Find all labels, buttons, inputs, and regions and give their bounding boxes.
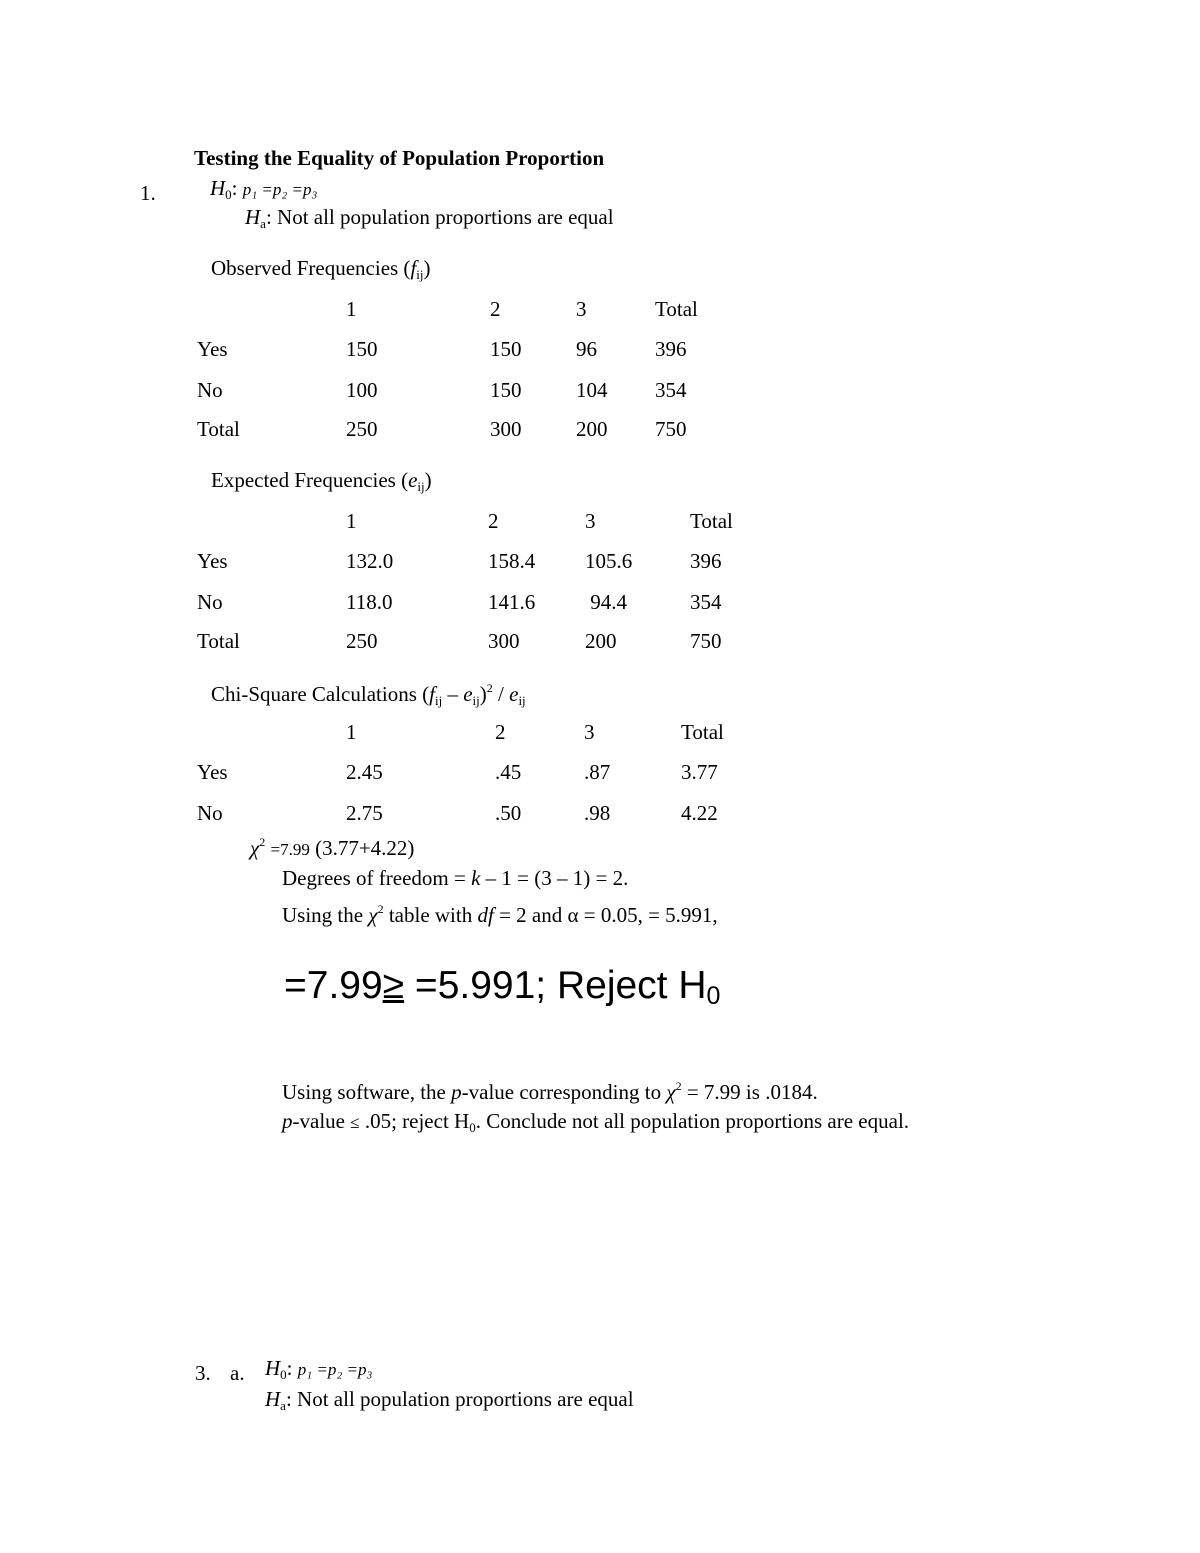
degrees-of-freedom bbox=[282, 868, 628, 889]
observed-cell: 150 bbox=[346, 337, 378, 361]
concl-text1: -value bbox=[292, 1109, 351, 1133]
dof-text: Degrees of freedom = bbox=[282, 866, 472, 890]
software-p: p bbox=[451, 1080, 462, 1104]
expected-col-header: 1 bbox=[346, 509, 357, 533]
ha-sub: a bbox=[260, 216, 266, 231]
table-rest: = 2 and α = 0.05, = 5.991, bbox=[493, 903, 718, 927]
conclusion bbox=[282, 1111, 909, 1134]
reject-mid: =5.991; Reject H bbox=[404, 964, 707, 1007]
observed-cell: 150 bbox=[490, 337, 522, 361]
observed-caption-sub: ij bbox=[416, 267, 424, 282]
chisq-cell: .50 bbox=[495, 801, 522, 825]
expected-cell: 94.4 bbox=[585, 590, 627, 614]
question-number-1: 1. bbox=[140, 181, 156, 205]
expected-cell: 750 bbox=[690, 629, 722, 653]
observed-cell: 96 bbox=[576, 337, 597, 361]
ha-label: H bbox=[245, 205, 261, 229]
chisq-cell: .98 bbox=[584, 801, 611, 825]
software-mid: -value corresponding to bbox=[461, 1080, 667, 1104]
observed-row-label: No bbox=[197, 378, 223, 402]
chisq-col-header: 3 bbox=[584, 720, 595, 744]
concl-text2: .05; reject H bbox=[359, 1109, 470, 1133]
chisq-cell: 4.22 bbox=[681, 801, 718, 825]
ha-text: : Not all population proportions are equal bbox=[265, 205, 614, 229]
chisq-cell: 2.75 bbox=[346, 801, 383, 825]
chisq-cell: .45 bbox=[495, 760, 522, 784]
ha-label: H bbox=[265, 1387, 281, 1411]
h0-label: H bbox=[265, 1356, 281, 1380]
null-hypothesis-3 bbox=[265, 1358, 372, 1381]
observed-cell: 396 bbox=[655, 337, 687, 361]
reject-geq: ≥ bbox=[382, 964, 405, 1007]
h0-expr: p₁ =p₂ =p₃ bbox=[297, 1360, 373, 1379]
table-post: table with bbox=[383, 903, 478, 927]
expected-cell: 300 bbox=[488, 629, 520, 653]
chi-symbol: χ bbox=[250, 836, 260, 860]
expected-col-header: 3 bbox=[585, 509, 596, 533]
chisq-square: 2 bbox=[486, 681, 493, 695]
page-title: Testing the Equality of Population Proportion bbox=[194, 146, 605, 170]
chisq-caption-text: Chi-Square Calculations ( bbox=[211, 682, 430, 706]
observed-caption-end: ) bbox=[423, 256, 431, 280]
expected-cell: 354 bbox=[690, 590, 722, 614]
h0-sub: 0 bbox=[225, 187, 232, 202]
reject-statement bbox=[284, 966, 720, 1009]
expected-col-header: 2 bbox=[488, 509, 499, 533]
concl-p: p bbox=[282, 1109, 293, 1133]
expected-caption-end: ) bbox=[424, 468, 432, 492]
software-p-value bbox=[282, 1080, 818, 1103]
expected-caption-var: e bbox=[408, 468, 418, 492]
expected-cell: 141.6 bbox=[488, 590, 536, 614]
chisq-col-header: Total bbox=[681, 720, 724, 744]
concl-sub: 0 bbox=[469, 1120, 476, 1135]
observed-cell: 100 bbox=[346, 378, 378, 402]
expected-cell: 158.4 bbox=[488, 549, 536, 573]
expected-cell: 132.0 bbox=[346, 549, 394, 573]
chisq-cell: 2.45 bbox=[346, 760, 383, 784]
question-number-3: 3. bbox=[195, 1361, 211, 1385]
observed-cell: 300 bbox=[490, 417, 522, 441]
observed-caption-var: f bbox=[410, 256, 417, 280]
observed-col-header: Total bbox=[655, 297, 698, 321]
observed-cell: 250 bbox=[346, 417, 378, 441]
observed-caption bbox=[211, 258, 431, 281]
null-hypothesis-1 bbox=[210, 178, 317, 201]
chisq-minus: – bbox=[442, 682, 464, 706]
chisq-col-header: 1 bbox=[346, 720, 357, 744]
expected-cell: 200 bbox=[585, 629, 617, 653]
observed-col-header: 3 bbox=[576, 297, 587, 321]
chi-sup: 2 bbox=[259, 835, 266, 849]
alt-hypothesis-1 bbox=[245, 207, 614, 230]
observed-cell: 150 bbox=[490, 378, 522, 402]
expected-cell: 118.0 bbox=[346, 590, 393, 614]
chisq-col-header: 2 bbox=[495, 720, 506, 744]
chisq-e: e bbox=[463, 682, 473, 706]
chisq-e-sub: ij bbox=[472, 693, 480, 708]
chisq-caption bbox=[211, 682, 526, 707]
chisq-cell: 3.77 bbox=[681, 760, 718, 784]
reject-sub: 0 bbox=[706, 982, 721, 1010]
concl-le: ≤ bbox=[350, 1113, 360, 1132]
table-chi-sup: 2 bbox=[377, 902, 384, 916]
software-post: = 7.99 is .0184. bbox=[681, 1080, 818, 1104]
observed-col-header: 1 bbox=[346, 297, 357, 321]
expected-row-label: No bbox=[197, 590, 223, 614]
alt-hypothesis-3 bbox=[265, 1389, 634, 1412]
chisq-f-sub: ij bbox=[434, 693, 443, 708]
chisq-close: ) bbox=[479, 682, 487, 706]
software-chi-sup: 2 bbox=[675, 1079, 682, 1093]
table-df: df bbox=[477, 903, 494, 927]
h0-sep: : bbox=[286, 1356, 293, 1380]
chisq-e2-sub: ij bbox=[518, 693, 526, 708]
observed-col-header: 2 bbox=[490, 297, 501, 321]
chisq-row-label: No bbox=[197, 801, 223, 825]
observed-cell: 104 bbox=[576, 378, 608, 402]
expected-row-label: Total bbox=[197, 629, 240, 653]
h0-label: H bbox=[210, 176, 226, 200]
h0-sep: : bbox=[231, 176, 238, 200]
concl-text3: . Conclude not all population proportions are equal. bbox=[475, 1109, 910, 1133]
software-pre: Using software, the bbox=[282, 1080, 452, 1104]
chisq-f: f bbox=[429, 682, 435, 706]
expected-caption bbox=[211, 470, 432, 493]
dof-k: k bbox=[471, 866, 481, 890]
ha-sub: a bbox=[280, 1398, 286, 1413]
chi-sum: (3.77+4.22) bbox=[315, 836, 415, 860]
reject-pre: =7.99 bbox=[284, 964, 383, 1007]
expected-cell: 250 bbox=[346, 629, 378, 653]
chisq-e2: e bbox=[509, 682, 519, 706]
chisq-slash: / bbox=[492, 682, 510, 706]
h0-sub: 0 bbox=[280, 1367, 287, 1382]
question-part-a: a. bbox=[230, 1361, 245, 1385]
table-lookup bbox=[282, 903, 718, 926]
h0-expr: p₁ =p₂ =p₃ bbox=[242, 180, 318, 199]
chisq-row-label: Yes bbox=[197, 760, 228, 784]
chi-value: =7.99 bbox=[270, 840, 310, 859]
expected-caption-sub: ij bbox=[417, 479, 425, 494]
table-pre: Using the bbox=[282, 903, 369, 927]
expected-cell: 105.6 bbox=[585, 549, 633, 573]
chisq-cell: .87 bbox=[584, 760, 611, 784]
observed-cell: 354 bbox=[655, 378, 687, 402]
ha-text: : Not all population proportions are equal bbox=[285, 1387, 634, 1411]
expected-caption-text: Expected Frequencies ( bbox=[211, 468, 409, 492]
expected-row-label: Yes bbox=[197, 549, 228, 573]
table-chi-symbol: χ bbox=[368, 903, 378, 927]
expected-col-header: Total bbox=[690, 509, 733, 533]
chi-square-statistic bbox=[250, 836, 414, 859]
observed-cell: 750 bbox=[655, 417, 687, 441]
software-chi-symbol: χ bbox=[666, 1080, 676, 1104]
dof-rest: – 1 = (3 – 1) = 2. bbox=[480, 866, 629, 890]
observed-row-label: Total bbox=[197, 417, 240, 441]
observed-cell: 200 bbox=[576, 417, 608, 441]
observed-row-label: Yes bbox=[197, 337, 228, 361]
expected-cell: 396 bbox=[690, 549, 722, 573]
observed-caption-text: Observed Frequencies ( bbox=[211, 256, 411, 280]
